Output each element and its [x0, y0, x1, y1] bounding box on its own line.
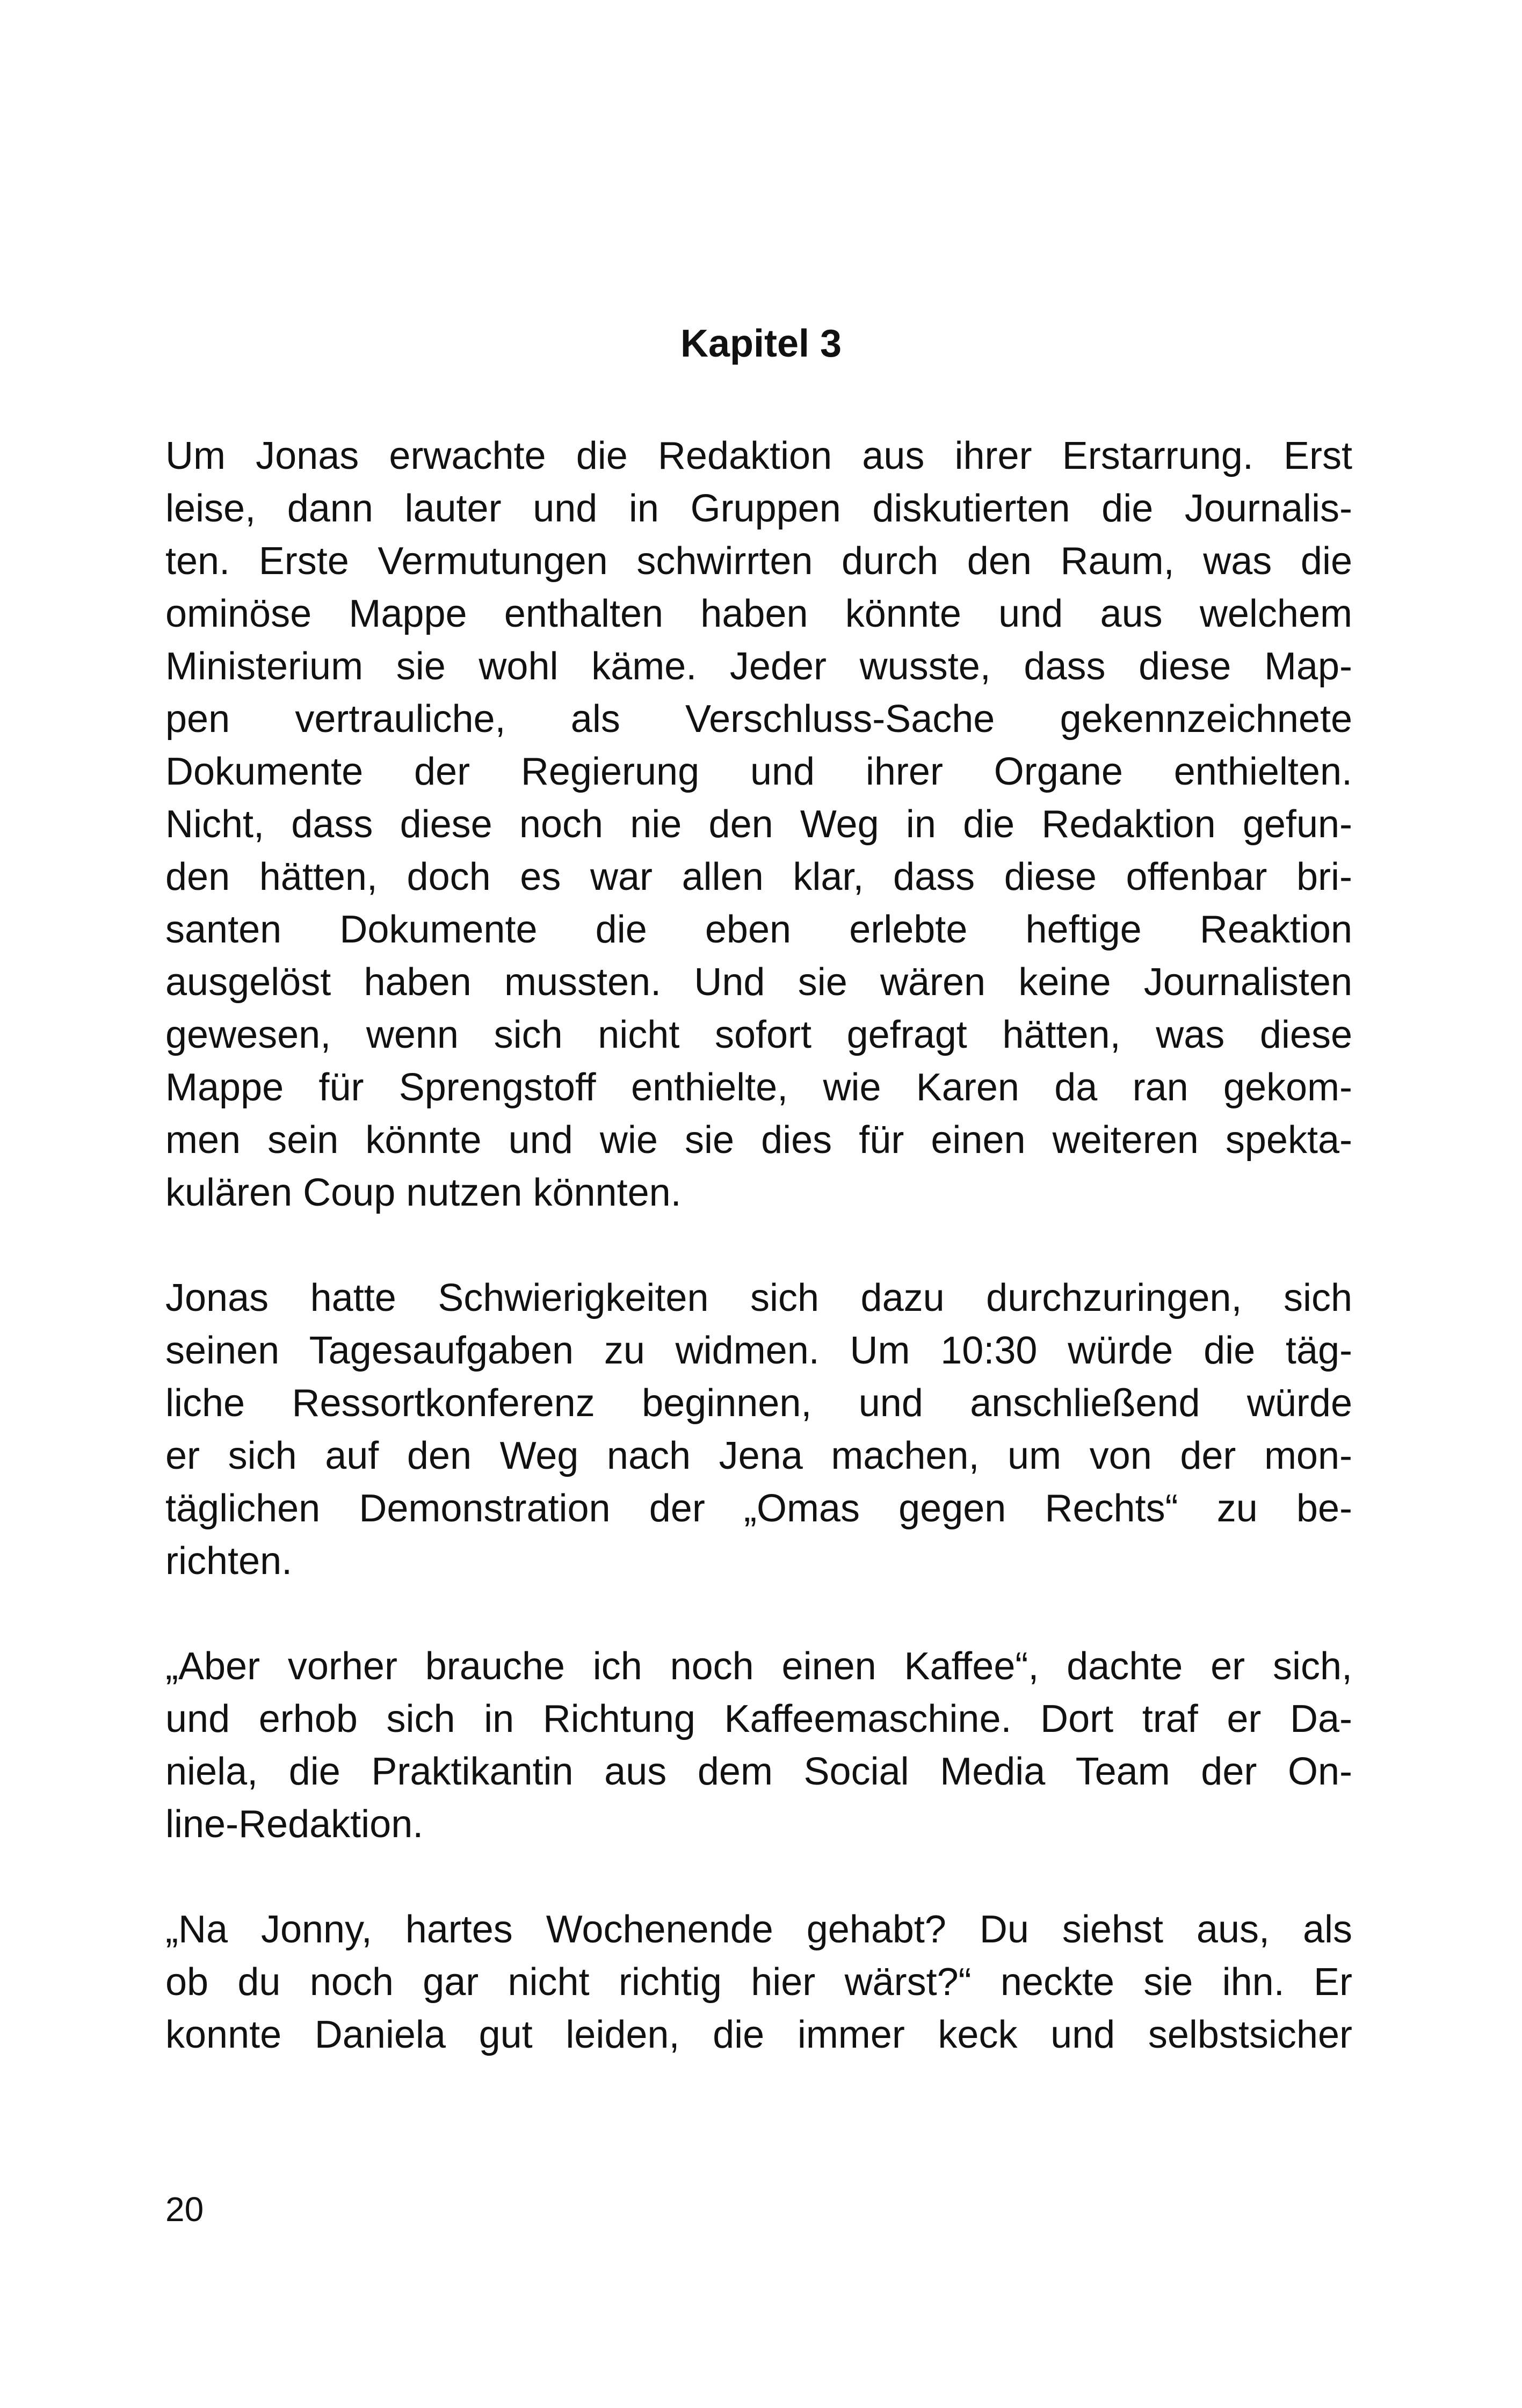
text-line: täglichen Demonstration der „Omas gegen Rechts“ zu be-: [165, 1487, 1352, 1530]
text-line: line-Redaktion.: [165, 1803, 424, 1846]
text-line: er sich auf den Weg nach Jena machen, um von der mon-: [165, 1434, 1352, 1477]
chapter-title: Kapitel 3: [680, 322, 842, 365]
text-line: pen vertrauliche, als Verschluss-Sache gekennzeichnete: [165, 698, 1352, 741]
text-line: ob du noch gar nicht richtig hier wärst?“ neckte sie ihn. Er: [165, 1961, 1352, 2004]
text-line: leise, dann lauter und in Gruppen diskutierten die Journalis-: [165, 487, 1352, 530]
text-line: ten. Erste Vermutungen schwirrten durch den Raum, was die: [165, 540, 1352, 583]
text-line: kulären Coup nutzen könnten.: [165, 1171, 682, 1214]
text-line: „Aber vorher brauche ich noch einen Kaffee“, dachte er sich,: [165, 1645, 1352, 1688]
text-line: Jonas hatte Schwierigkeiten sich dazu durchzuringen, sich: [165, 1276, 1352, 1319]
text-line: Um Jonas erwachte die Redaktion aus ihrer Erstarrung. Erst: [165, 434, 1352, 477]
body-text: [165, 430, 1352, 2114]
text-line: und erhob sich in Richtung Kaffeemaschine. Dort traf er Da-: [165, 1698, 1352, 1740]
text-line: gewesen, wenn sich nicht sofort gefragt hätten, was diese: [165, 1013, 1352, 1056]
text-line: konnte Daniela gut leiden, die immer keck und selbstsicher: [165, 2013, 1352, 2056]
text-line: liche Ressortkonferenz beginnen, und anschließend würde: [165, 1382, 1352, 1425]
text-line: Nicht, dass diese noch nie den Weg in die Redaktion gefun-: [165, 803, 1352, 846]
page-number: 20: [165, 2190, 204, 2229]
text-line: Mappe für Sprengstoff enthielte, wie Karen da ran gekom-: [165, 1066, 1352, 1109]
text-line: seinen Tagesaufgaben zu widmen. Um 10:30 würde die täg-: [165, 1329, 1352, 1372]
text-line: ominöse Mappe enthalten haben könnte und aus welchem: [165, 592, 1352, 635]
text-line: santen Dokumente die eben erlebte heftige Reaktion: [165, 908, 1352, 951]
paragraph: [165, 1903, 1352, 2061]
text-line: Dokumente der Regierung und ihrer Organe enthielten.: [165, 750, 1352, 793]
text-line: Ministerium sie wohl käme. Jeder wusste, dass diese Map-: [165, 645, 1352, 688]
text-line: ausgelöst haben mussten. Und sie wären keine Journalisten: [165, 961, 1352, 1004]
text-line: „Na Jonny, hartes Wochenende gehabt? Du siehst aus, als: [165, 1908, 1352, 1951]
text-line: richten.: [165, 1540, 293, 1583]
text-line: den hätten, doch es war allen klar, dass diese offenbar bri-: [165, 855, 1352, 898]
text-line: men sein könnte und wie sie dies für einen weiteren spekta-: [165, 1119, 1352, 1162]
paragraph: [165, 430, 1352, 1219]
paragraph: [165, 1640, 1352, 1851]
paragraph: [165, 1272, 1352, 1587]
text-line: niela, die Praktikantin aus dem Social Media Team der On-: [165, 1750, 1352, 1793]
